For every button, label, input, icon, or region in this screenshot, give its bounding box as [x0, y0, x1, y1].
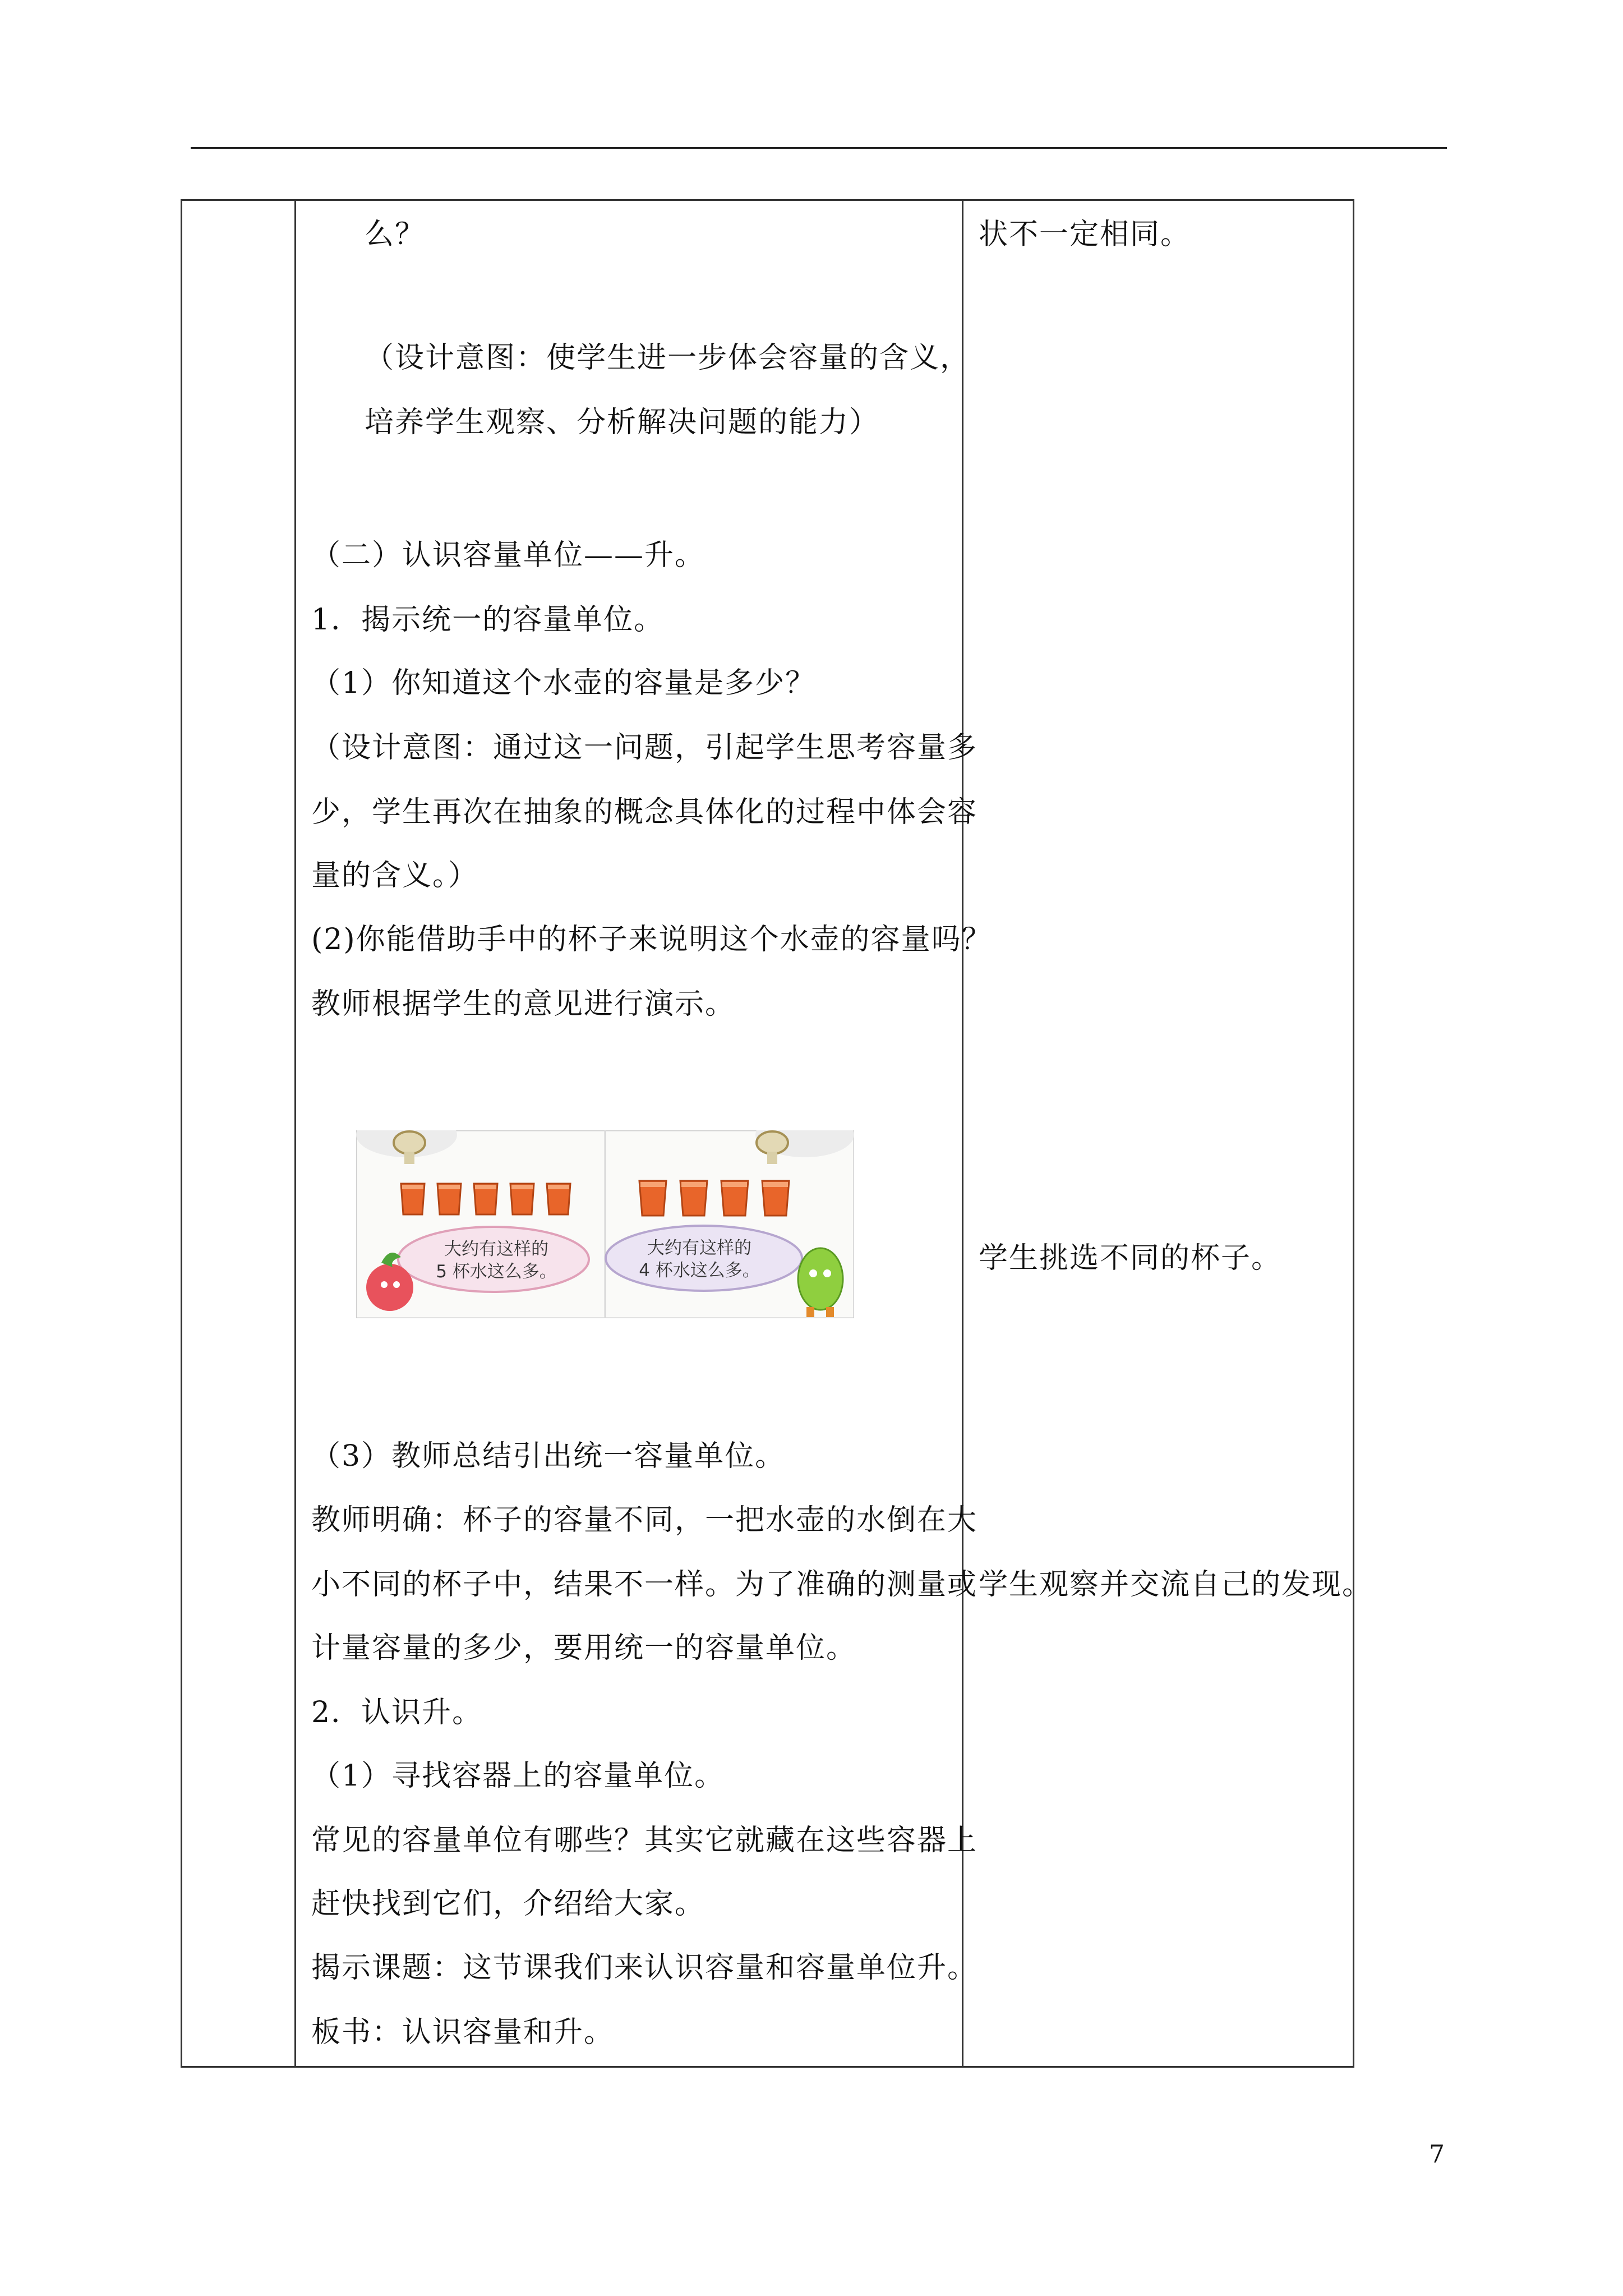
- design-intent-line: 量的含义。）: [311, 859, 479, 892]
- page-number: 7: [1429, 2140, 1445, 2169]
- speech-bubble: [398, 1227, 589, 1292]
- text-line: 教师明确：杯子的容量不同，一把水壶的水倒在大: [311, 1503, 978, 1537]
- speech-bubble: [606, 1226, 802, 1291]
- subsection-heading: 2．认识升。: [311, 1696, 483, 1729]
- subsection-heading: 1．揭示统一的容量单位。: [311, 603, 665, 637]
- text-line: 板书：认识容量和升。: [311, 2016, 615, 2049]
- student-activity-line: 学生观察并交流自己的发现。: [979, 1568, 1373, 1602]
- bubble-text: 大约有这样的: [647, 1238, 751, 1258]
- column-divider-1: [294, 201, 296, 2066]
- design-intent-line: （设计意图：使学生进一步体会容量的含义，: [365, 341, 971, 375]
- text-line: 赶快找到它们，介绍给大家。: [311, 1887, 706, 1921]
- student-activity-line: 学生挑选不同的杯子。: [979, 1241, 1282, 1275]
- bubble-text: 5 杯水这么多。: [436, 1262, 557, 1282]
- text-line: 常见的容量单位有哪些？其实它就藏在这些容器上: [311, 1824, 978, 1857]
- bubble-text: 4 杯水这么多。: [639, 1260, 760, 1281]
- text-line: （1）寻找容器上的容量单位。: [311, 1759, 725, 1793]
- text-line: (2)你能借助手中的杯子来说明这个水壶的容量吗？: [311, 923, 992, 956]
- text-line: （3）教师总结引出统一容量单位。: [311, 1439, 786, 1473]
- text-line: 揭示课题：这节课我们来认识容量和容量单位升。: [311, 1951, 978, 1985]
- text-line: 计量容量的多少，要用统一的容量单位。: [311, 1631, 857, 1665]
- text-line: 教师根据学生的意见进行演示。: [311, 987, 736, 1021]
- design-intent-line: 培养学生观察、分析解决问题的能力）: [365, 406, 880, 439]
- lesson-table: [181, 199, 1373, 2068]
- cups-illustration: [356, 1130, 854, 1318]
- text-line: （1）你知道这个水壶的容量是多少？: [311, 666, 816, 700]
- design-intent-line: 少，学生再次在抽象的概念具体化的过程中体会容: [311, 795, 978, 829]
- text-line: 小不同的杯子中，结果不一样。为了准确的测量或: [311, 1568, 978, 1602]
- section-heading: （二）认识容量单位——升。: [311, 539, 706, 572]
- student-activity-line: 状不一定相同。: [979, 218, 1191, 251]
- header-rule: [191, 147, 1447, 149]
- column-divider-2: [962, 201, 963, 2066]
- design-intent-line: （设计意图：通过这一问题，引起学生思考容量多: [311, 731, 978, 765]
- text-line: 么？: [365, 218, 426, 251]
- bubble-text: 大约有这样的: [444, 1239, 548, 1259]
